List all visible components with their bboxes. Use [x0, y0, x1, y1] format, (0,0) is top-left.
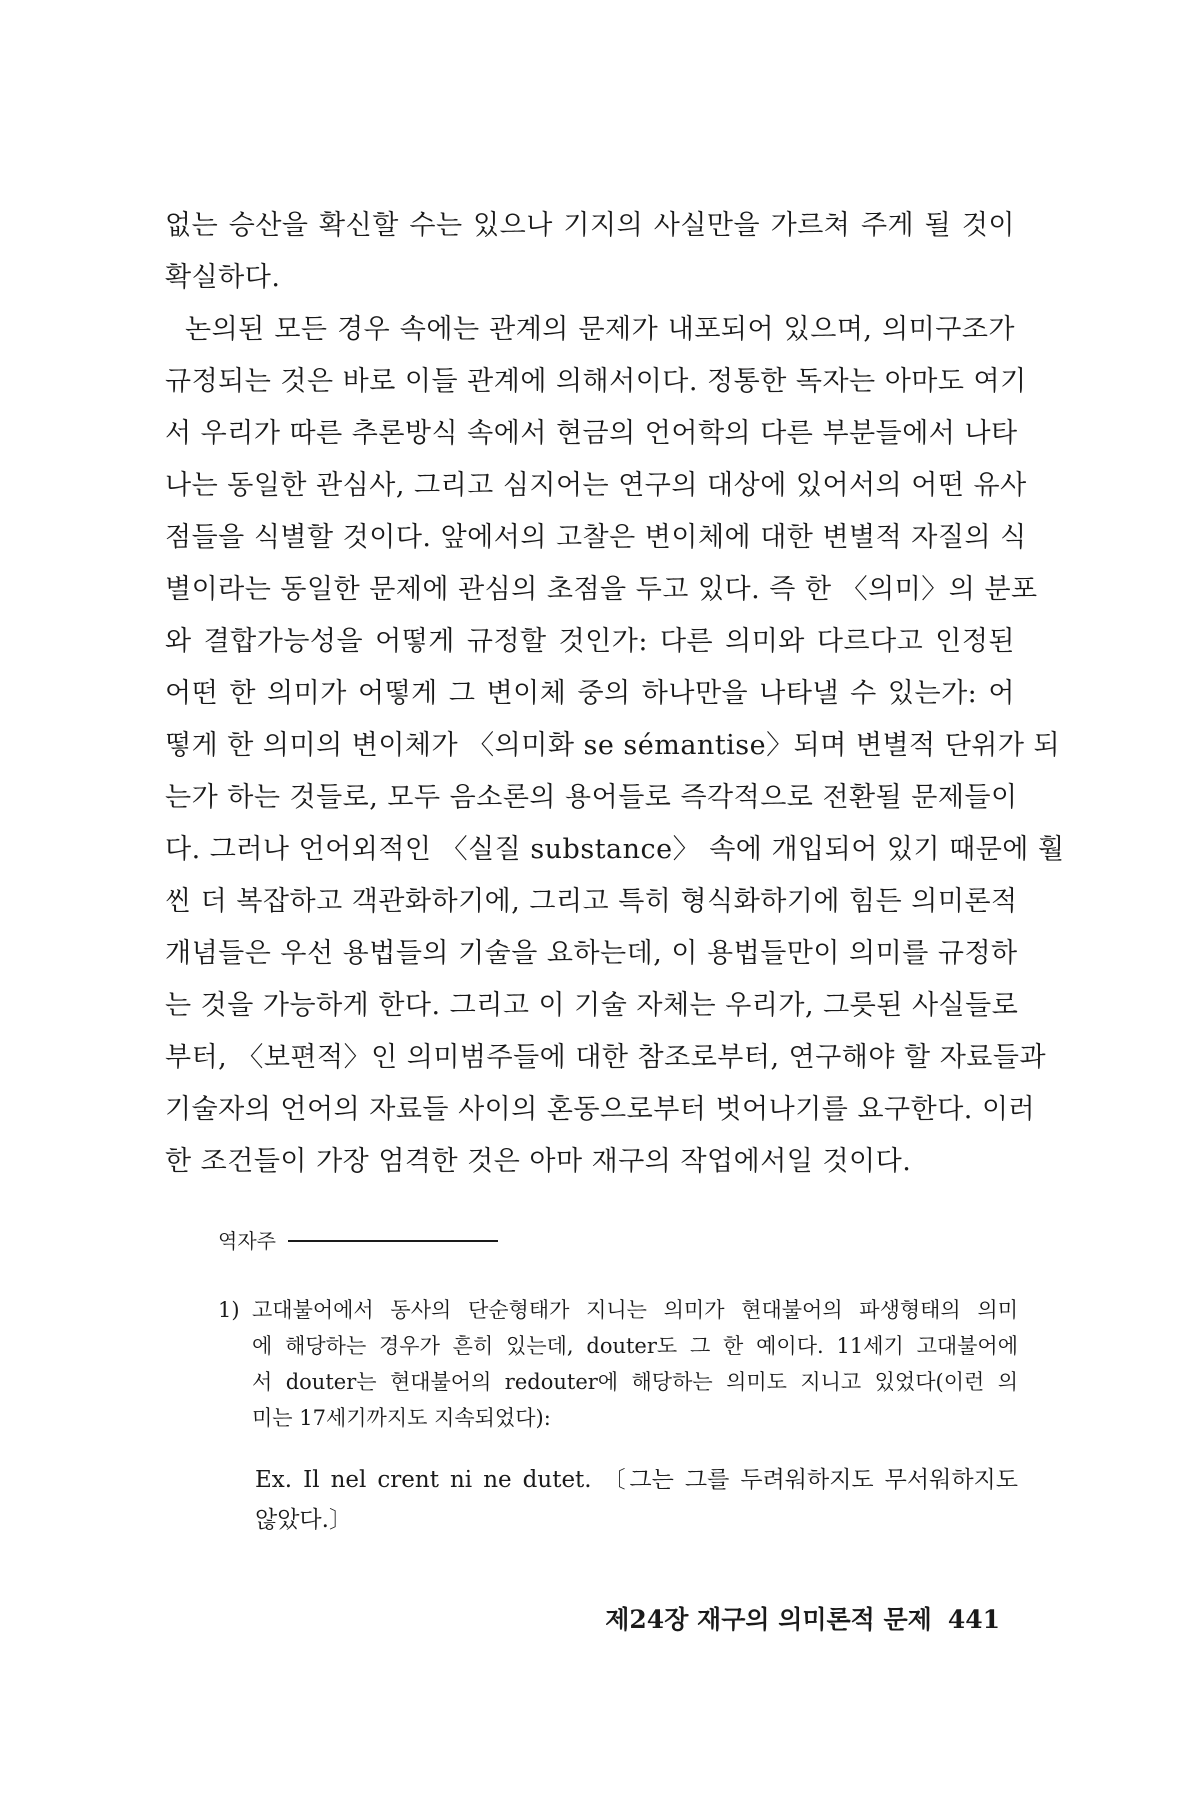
- body-line: 별이라는 동일한 문제에 관심의 초점을 두고 있다. 즉 한 〈의미〉의 분포: [165, 574, 1038, 605]
- page-number: 441: [947, 1605, 1000, 1634]
- notes-header-label: 역자주: [218, 1229, 276, 1253]
- footnote-line: 미는 17세기까지도 지속되었다):: [252, 1406, 551, 1430]
- body-line: 떻게 한 의미의 변이체가 〈의미화 se sémantise〉되며 변별적 단위가 되: [165, 730, 1061, 761]
- example-line: 않았다.〕: [255, 1507, 352, 1533]
- body-line: 는 것을 가능하게 한다. 그리고 이 기술 자체는 우리가, 그릇된 사실들로: [165, 990, 1019, 1021]
- footnote-text: 고대불어에서 동사의 단순형태가 지니는 의미가 현대불어의 파생형태의 의미: [252, 1298, 1018, 1322]
- body-line: 개념들은 우선 용법들의 기술을 요하는데, 이 용법들만이 의미를 규정하: [165, 938, 1018, 969]
- body-line: 씬 더 복잡하고 객관화하기에, 그리고 특히 형식화하기에 힘든 의미론적: [165, 886, 1018, 917]
- footnote-line: 에 해당하는 경우가 흔히 있는데, douter도 그 한 예이다. 11세기 고대불어에: [252, 1334, 1018, 1358]
- notes-divider: [288, 1240, 498, 1242]
- running-footer: [605, 1600, 1000, 1636]
- body-line: 규정되는 것은 바로 이들 관계에 의해서이다. 정통한 독자는 아마도 여기: [165, 366, 1027, 397]
- body-line: 다. 그러나 언어외적인 〈실질 substance〉 속에 개입되어 있기 때문에 훨: [165, 834, 1065, 865]
- body-line: 논의된 모든 경우 속에는 관계의 문제가 내포되어 있으며, 의미구조가: [185, 314, 1015, 345]
- body-line: 서 우리가 따른 추론방식 속에서 현금의 언어학의 다른 부분들에서 나타: [165, 418, 1018, 449]
- body-line: 점들을 식별할 것이다. 앞에서의 고찰은 변이체에 대한 변별적 자질의 식: [165, 522, 1027, 553]
- body-line: 어떤 한 의미가 어떻게 그 변이체 중의 하나만을 나타낼 수 있는가: 어: [165, 678, 1015, 709]
- body-line: 부터, 〈보편적〉인 의미범주들에 대한 참조로부터, 연구해야 할 자료들과: [165, 1042, 1047, 1073]
- footnote-example: [255, 1460, 1018, 1540]
- example-line: Ex. Il nel crent ni ne dutet. 〔그는 그를 두려워하지도 무서워하지도: [255, 1467, 1018, 1493]
- footnote-line: [218, 1292, 1018, 1328]
- body-line: 는가 하는 것들로, 모두 음소론의 용어들로 즉각적으로 전환될 문제들이: [165, 782, 1018, 813]
- body-line: 확실하다.: [165, 262, 281, 293]
- translator-notes-header: [218, 1225, 498, 1254]
- body-line: 나는 동일한 관심사, 그리고 심지어는 연구의 대상에 있어서의 어떤 유사: [165, 470, 1027, 501]
- footnote-line: 서 douter는 현대불어의 redouter에 해당하는 의미도 지니고 있었다(이런 의: [252, 1370, 1018, 1394]
- footnote-marker: 1): [218, 1298, 240, 1322]
- footnote: [218, 1292, 1018, 1436]
- body-line: 기술자의 언어의 자료들 사이의 혼동으로부터 벗어나기를 요구한다. 이러: [165, 1094, 1036, 1125]
- body-line: 한 조건들이 가장 엄격한 것은 아마 재구의 작업에서일 것이다.: [165, 1146, 912, 1177]
- body-line: 없는 승산을 확신할 수는 있으나 기지의 사실만을 가르쳐 주게 될 것이: [165, 210, 1015, 241]
- body-line: 와 결합가능성을 어떻게 규정할 것인가: 다른 의미와 다르다고 인정된: [165, 626, 1015, 657]
- body-text: [165, 200, 1065, 1188]
- chapter-title: 제24장 재구의 의미론적 문제: [605, 1605, 932, 1634]
